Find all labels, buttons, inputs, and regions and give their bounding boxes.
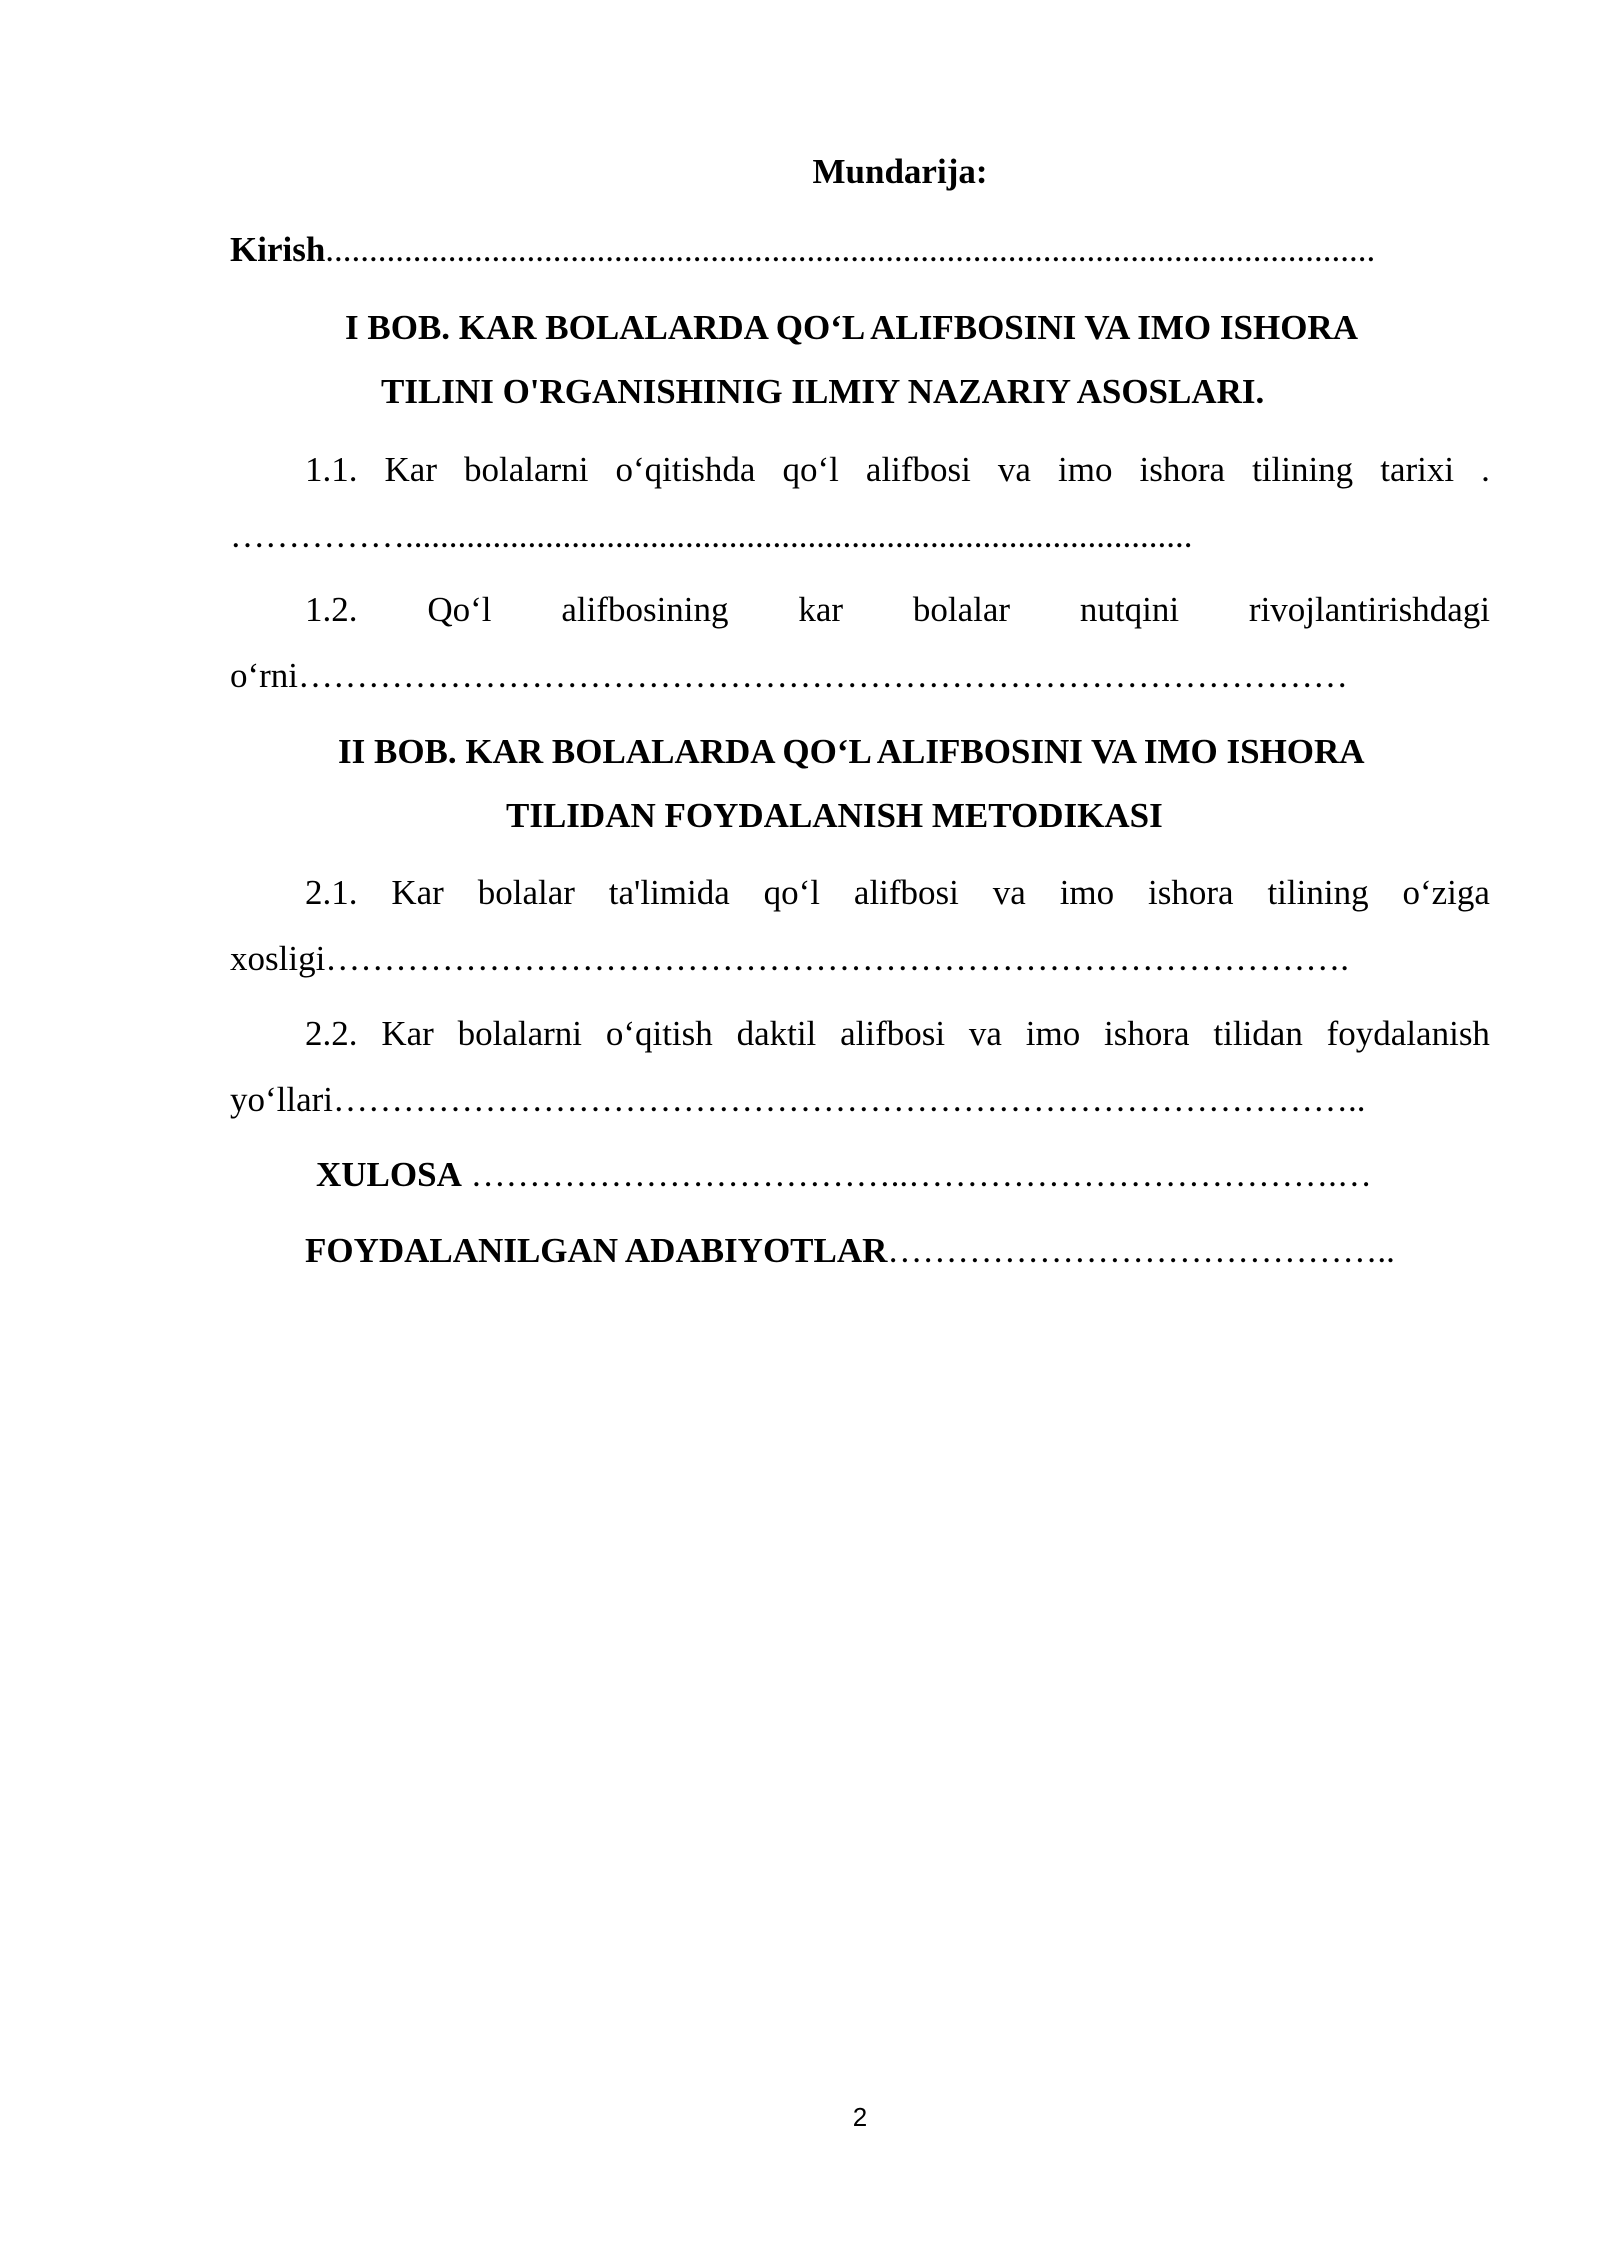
section-1-2-line1-word: kar — [798, 590, 844, 629]
chapter1-heading-line2: TILINI O'RGANISHINIG ILMIY NAZARIY ASOSLARI. — [381, 372, 1265, 411]
toc-entry-conclusion — [316, 1153, 1372, 1197]
section-1-1-line1-word: qo‘l — [782, 450, 839, 489]
section-1-2-line1-word: nutqini — [1079, 590, 1180, 629]
section-1-1-line1 — [305, 448, 1490, 492]
section-1-1-line1-word: . — [1481, 450, 1490, 489]
section-1-2-line1-word: Qo‘l — [427, 590, 492, 629]
section-2-2-line1-word: tilidan — [1213, 1014, 1303, 1053]
section-2-1-line1-word: ta'limida — [608, 873, 730, 912]
section-2-2-line1-word: 2.2. — [305, 1014, 358, 1053]
section-2-1-line1 — [305, 871, 1490, 915]
section-2-1-line1-word: Kar — [391, 873, 444, 912]
section-2-2-line2: yo‘llari…………………………………………………………………………….. — [230, 1080, 1366, 1119]
toc-entry-conclusion-label: XULOSA — [316, 1155, 462, 1194]
section-1-1-line1-word: imo — [1058, 450, 1113, 489]
section-2-1-line1-word: 2.1. — [305, 873, 358, 912]
section-2-2-line1-word: imo — [1025, 1014, 1081, 1053]
toc-entry-conclusion-leader: ………………………………..……………………………….… — [461, 1155, 1372, 1194]
section-2-2-line1-word: ishora — [1104, 1014, 1190, 1053]
section-1-1-line1-word: tilining — [1252, 450, 1354, 489]
section-2-1-line1-word: bolalar — [477, 873, 575, 912]
section-2-1-line1-word: tilining — [1267, 873, 1369, 912]
section-2-2-line1-word: alifbosi — [840, 1014, 946, 1053]
toc-entry-references-leader: …………………………………….. — [887, 1231, 1395, 1270]
section-2-2-line1-word: foydalanish — [1326, 1014, 1490, 1053]
section-2-1-line1-word: ishora — [1148, 873, 1234, 912]
chapter2-heading-line1: II BOB. KAR BOLALARDA QO‘L ALIFBOSINI VA IMO ISHORA — [338, 732, 1365, 771]
section-1-2-line1-word: rivojlantirishdagi — [1248, 590, 1490, 629]
section-1-1-line1-word: 1.1. — [305, 450, 358, 489]
page-number: 2 — [852, 2102, 868, 2132]
chapter2-heading-line2: TILIDAN FOYDALANISH METODIKASI — [506, 796, 1163, 835]
section-2-2-line1-word: daktil — [736, 1014, 817, 1053]
toc-title: Mundarija: — [812, 152, 988, 191]
section-2-2-line1-word: bolalarni — [457, 1014, 582, 1053]
section-1-1-line1-word: tarixi — [1380, 450, 1455, 489]
section-2-1-line1-word: alifbosi — [853, 873, 959, 912]
section-2-1-line1-word: imo — [1059, 873, 1115, 912]
section-1-2-line2: o‘rni……………………………………………………………………………… — [230, 656, 1349, 695]
chapter1-heading-line1: I BOB. KAR BOLALARDA QO‘L ALIFBOSINI VA IMO ISHORA — [345, 308, 1358, 347]
section-2-2-line1-word: va — [968, 1014, 1002, 1053]
toc-entry-references — [305, 1229, 1395, 1273]
toc-entry-references-label: FOYDALANILGAN ADABIYOTLAR — [305, 1231, 888, 1270]
section-1-1-line1-word: va — [997, 450, 1031, 489]
section-2-1-line1-word: va — [992, 873, 1026, 912]
section-2-2-line1 — [305, 1012, 1490, 1056]
section-1-1-line1-word: bolalarni — [464, 450, 589, 489]
section-2-1-line1-word: o‘ziga — [1402, 873, 1490, 912]
section-2-1-line2: xosligi……………………………………………………………………………. — [230, 939, 1350, 978]
toc-entry-intro — [230, 228, 1375, 272]
toc-entry-intro-label: Kirish — [230, 230, 326, 269]
section-1-1-line2: …………….......................................................................................... — [230, 516, 1193, 555]
section-1-2-line1-word: alifbosining — [561, 590, 729, 629]
section-2-2-line1-word: Kar — [381, 1014, 434, 1053]
section-1-1-line1-word: Kar — [384, 450, 437, 489]
section-1-2-line1 — [305, 588, 1490, 632]
section-1-1-line1-word: ishora — [1139, 450, 1226, 489]
section-2-1-line1-word: qo‘l — [763, 873, 821, 912]
toc-entry-intro-leader: ........................................................................................................................ — [325, 230, 1376, 269]
section-1-1-line1-word: o‘qitishda — [615, 450, 756, 489]
section-1-2-line1-word: bolalar — [912, 590, 1011, 629]
section-1-2-line1-word: 1.2. — [305, 590, 358, 629]
section-1-1-line1-word: alifbosi — [865, 450, 971, 489]
section-2-2-line1-word: o‘qitish — [605, 1014, 713, 1053]
